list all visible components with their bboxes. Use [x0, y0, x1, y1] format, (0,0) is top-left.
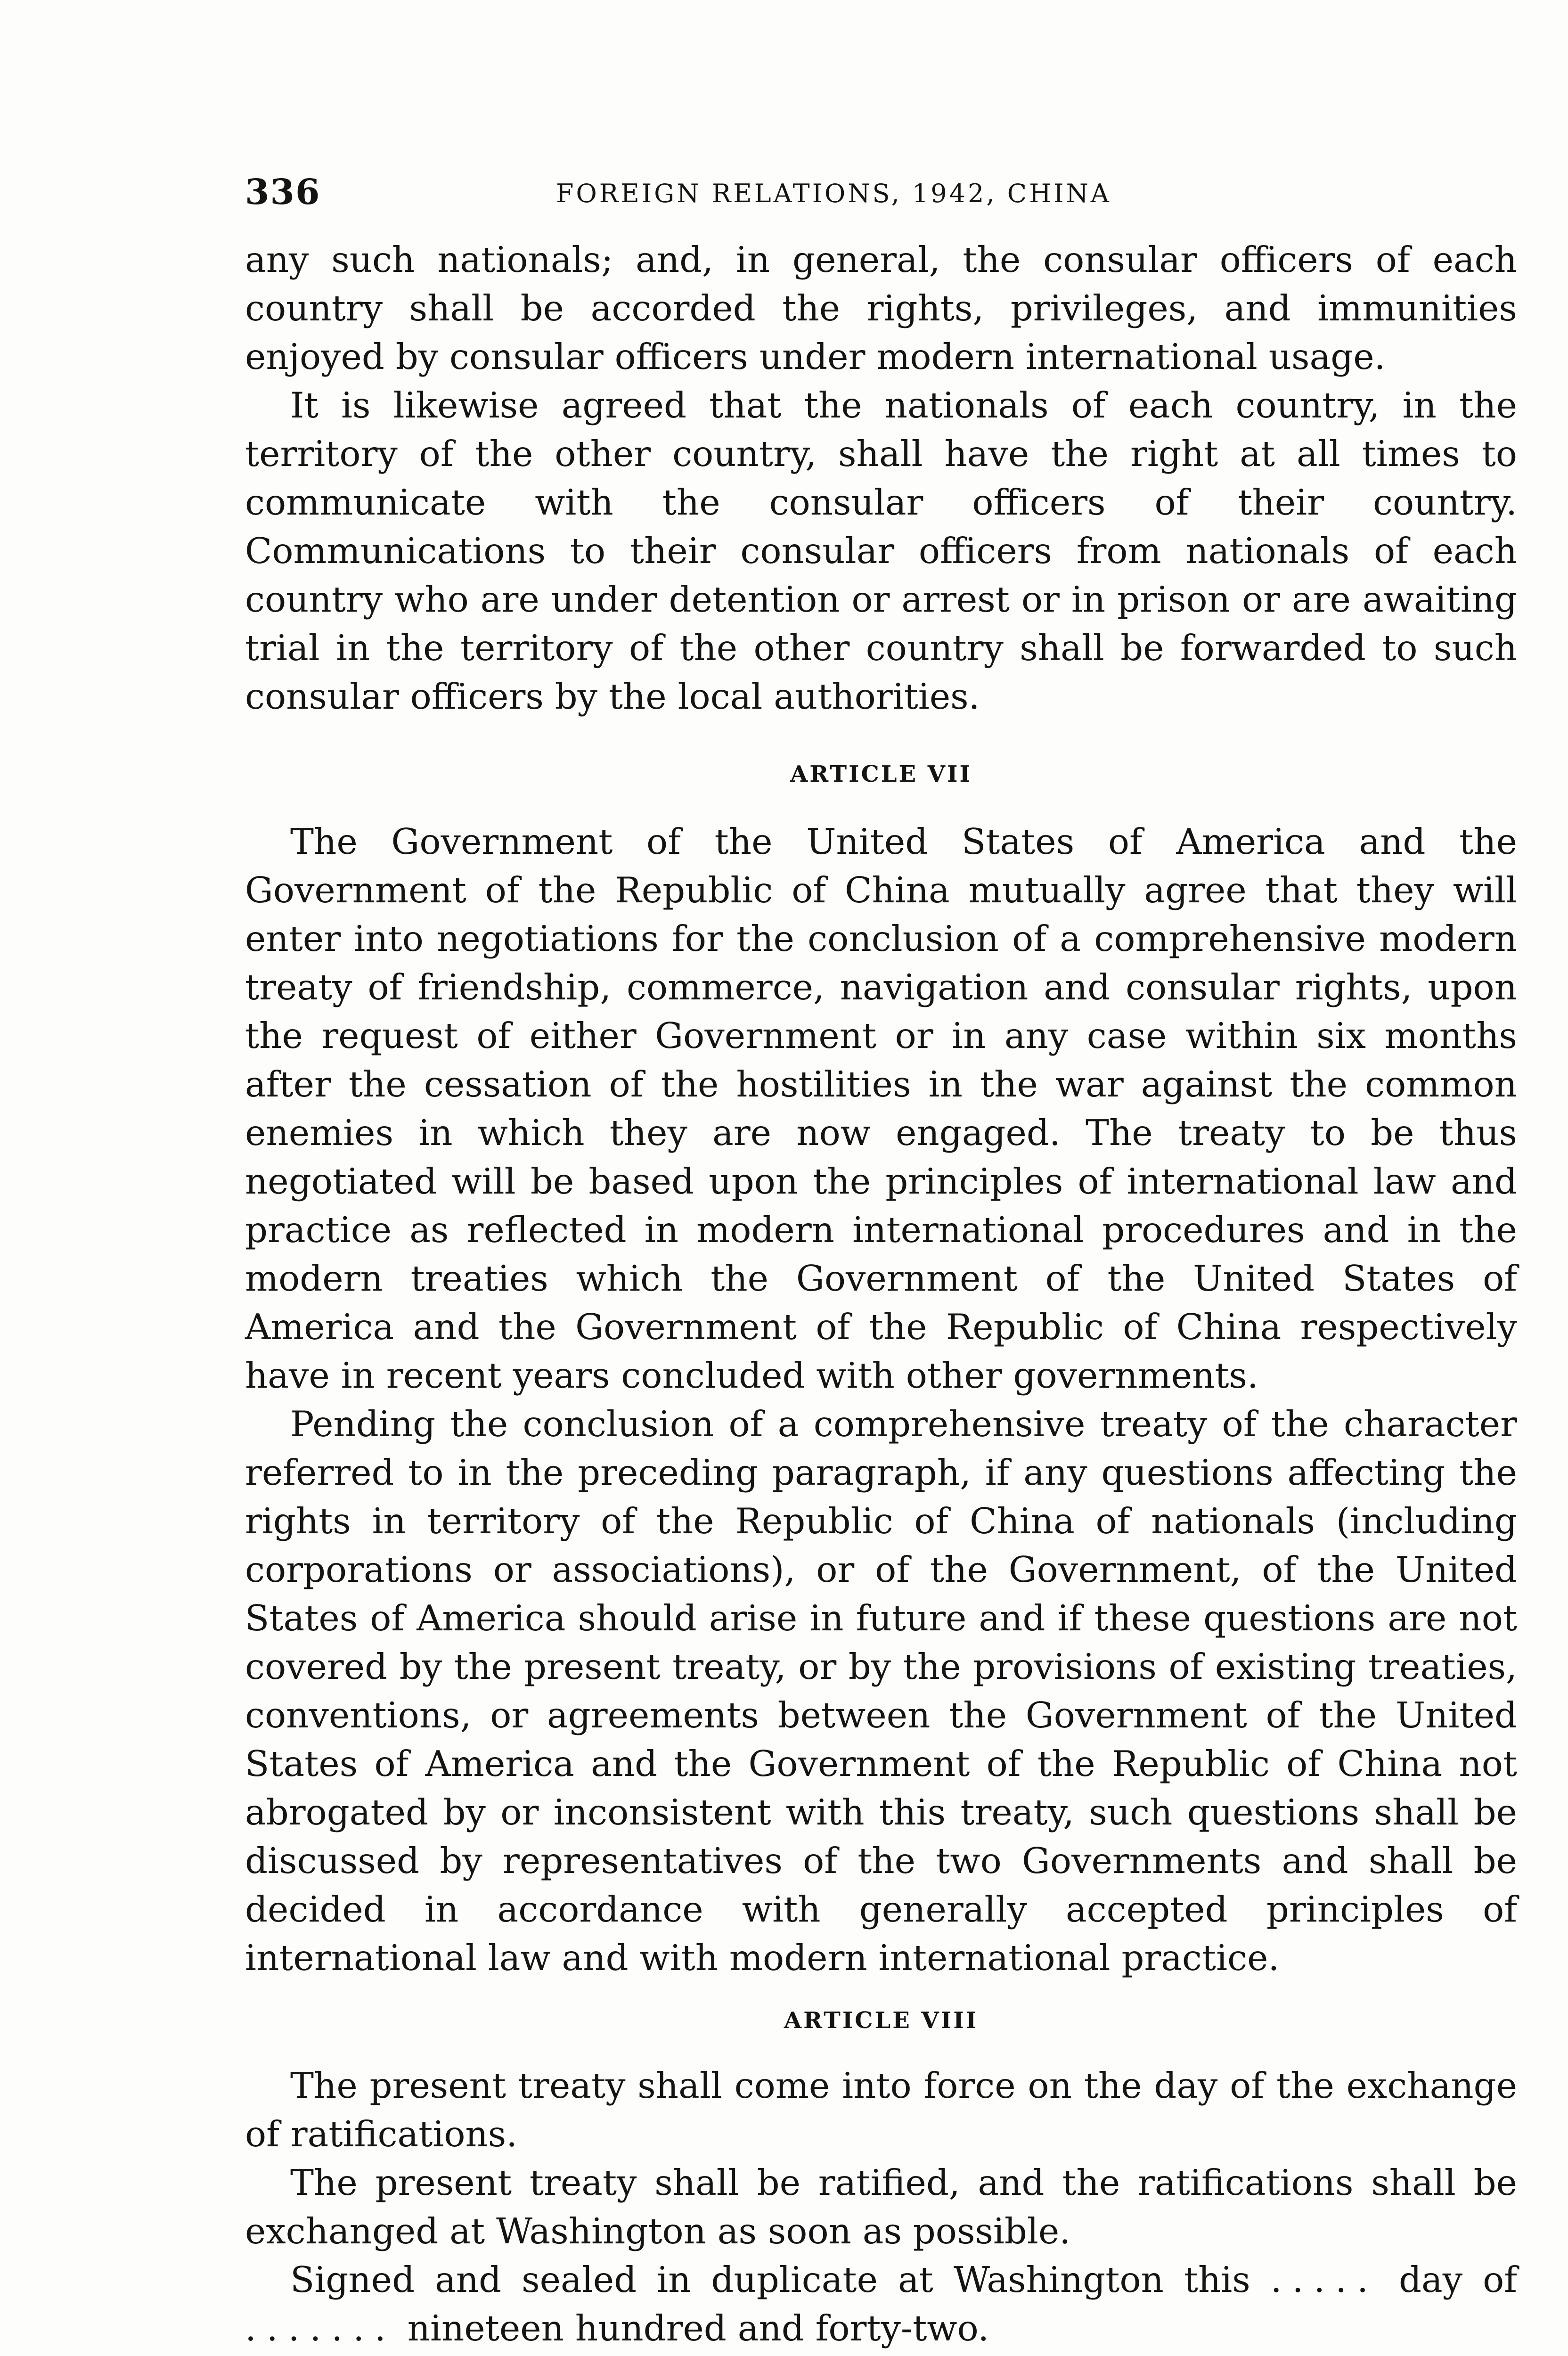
- running-head: FOREIGN RELATIONS, 1942, CHINA: [556, 179, 1111, 208]
- opening-paragraph-2: It is likewise agreed that the nationals of each country, in the territory of the other country, shall have the right at all times to communicate with the consular officers of their country. Communications to their consular officers from nationals of each country who are under detention or arrest or in prison or are awaiting trial in the territory of the other country shall be forwarded to such consular officers by the local authorities.: [245, 384, 1517, 717]
- signature-line: [245, 2256, 1517, 2353]
- article-vii-paragraph-1: The Government of the United States of America and the Government of the Republic of China mutually agree that they will enter into negotiations for the conclusion of a comprehensive modern treaty of friendship, commerce, navigation and consular rights, upon the request of either Government or in any case within six months after the cessation of the hostilities in the war against the common enemies in which they are now engaged. The treaty to be thus negotiated will be based upon the principles of international law and practice as reflected in modern international procedures and in the modern treaties which the Government of the United States of America and the Government of the Republic of China respectively have in recent years concluded with other governments.: [245, 821, 1517, 1396]
- signature-text-b: day of: [1398, 2259, 1517, 2300]
- article-viii-paragraph-1: The present treaty shall come into force on the day of the exchange of ratifications.: [245, 2065, 1517, 2155]
- signature-text-c: nineteen hundred and forty-two.: [407, 2307, 989, 2349]
- article-viii-section: [245, 2062, 1517, 2353]
- signature-dots-month: .......: [245, 2307, 396, 2349]
- signature-text-a: Signed and sealed in duplicate at Washington this: [290, 2259, 1250, 2300]
- page-header: [245, 172, 1517, 219]
- signature-dots-day: .....: [1270, 2259, 1379, 2300]
- opening-section: [245, 236, 1517, 721]
- page-number: 336: [245, 172, 321, 213]
- article-vii-heading: ARTICLE VII: [790, 761, 972, 787]
- opening-paragraph-1: any such nationals; and, in general, the consular officers of each country shall be accorded the rights, privileges, and immunities enjoyed by consular officers under modern international usage.: [245, 239, 1517, 377]
- article-vii-section: [245, 818, 1517, 1982]
- article-viii-heading: ARTICLE VIII: [784, 2007, 979, 2034]
- article-viii-paragraph-2: The present treaty shall be ratified, and the ratifications shall be exchanged at Washington as soon as possible.: [245, 2162, 1517, 2252]
- article-vii-paragraph-2: Pending the conclusion of a comprehensive treaty of the character referred to in the preceding paragraph, if any questions affecting the rights in territory of the Republic of China of nationals (including corporations or associations), or of the Government, of the United States of America should arise in future and if these questions are not covered by the present treaty, or by the provisions of existing treaties, conventions, or agreements between the Government of the United States of America and the Government of the Republic of China not abrogated by or inconsistent with this treaty, such questions shall be discussed by representatives of the two Governments and shall be decided in accordance with generally accepted principles of international law and with modern international practice.: [245, 1403, 1517, 1979]
